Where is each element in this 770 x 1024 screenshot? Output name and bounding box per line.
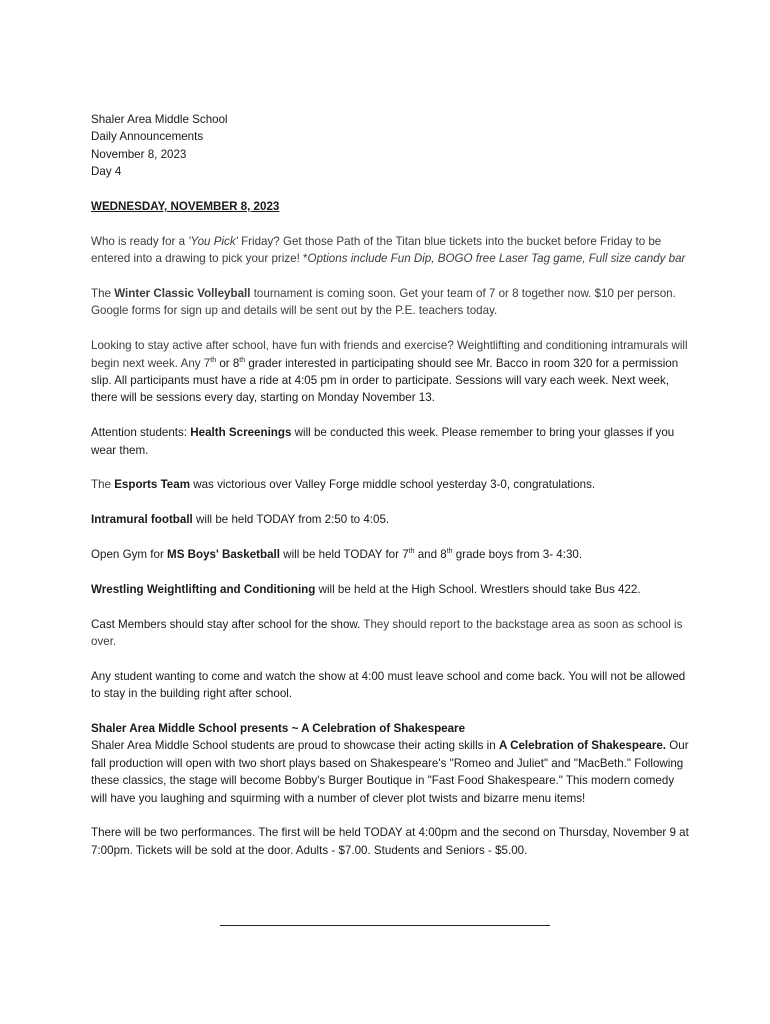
text: The xyxy=(91,478,115,492)
text: They should report to the backstage area as soon as school is over. xyxy=(91,617,683,649)
text: Open Gym for xyxy=(91,548,168,562)
divider-line xyxy=(220,925,550,926)
document-title: Daily Announcements xyxy=(91,130,204,144)
school-day: Day 4 xyxy=(91,165,122,179)
document-date: November 8, 2023 xyxy=(91,147,187,161)
health-screening-announcement xyxy=(91,424,691,459)
football-announcement xyxy=(91,511,691,528)
weightlifting-announcement xyxy=(91,337,691,407)
production-name: A Celebration of Shakespeare. xyxy=(498,739,667,753)
shakespeare-title xyxy=(91,720,691,737)
text: Who is ready for a xyxy=(91,234,189,248)
text: Our fall production will open with two short plays based on Shakespeare's "Romeo and Juliet" and "MacBeth." Following these classics, the stage will become Bobby's Burger Boutique in "Fast Food Shakespeare." This modern comedy will have you laughing and squirming with a number of clever plot twists and bizarre menu items! xyxy=(91,739,689,805)
text: grade boys from 3- 4:30. xyxy=(452,548,583,562)
text: Cast Members should stay after school for the show. xyxy=(91,617,361,631)
text: The xyxy=(91,287,115,301)
text: and 8 xyxy=(414,548,447,562)
shakespeare-heading: Shaler Area Middle School presents ~ A Celebration of Shakespeare xyxy=(91,722,466,736)
text: grader interested in participating should see Mr. Bacco in room 320 for a permission slip. All participants must have a ride at 4:05 pm in order to participate. Sessions will vary each week. Next week, there will be sessions every day, starting on Monday November 13. xyxy=(91,356,679,405)
prize-options: Options include Fun Dip, BOGO free Laser Tag game, Full size candy bar xyxy=(307,252,686,266)
text: Friday? Get those Path of the Titan blue tickets into the bucket before Friday to be entered into a drawing to pick your prize! * xyxy=(91,234,662,266)
superscript: th xyxy=(446,548,453,556)
show-attendance-announcement: Any student wanting to come and watch the show at 4:00 must leave school and come back. You will not be allowed to stay in the building right after school. xyxy=(91,669,686,701)
text: Attention students: xyxy=(91,426,191,440)
performances-announcement: There will be two performances. The first will be held TODAY at 4:00pm and the second on Thursday, November 9 at 7:00pm. Tickets will be sold at the door. Adults - $7.00. Students and Seniors - $5.00. xyxy=(91,826,689,857)
superscript: th xyxy=(239,356,246,364)
text: or 8 xyxy=(216,356,240,370)
date-heading: WEDNESDAY, NOVEMBER 8, 2023 xyxy=(91,200,280,214)
superscript: th xyxy=(210,356,217,364)
text: will be conducted this week. Please remember to bring your glasses if you wear them. xyxy=(91,426,675,457)
cast-members-announcement xyxy=(91,616,691,651)
text: was victorious over Valley Forge middle school yesterday 3-0, congratulations. xyxy=(190,478,596,492)
esports-team-label: Esports Team xyxy=(114,478,191,492)
shakespeare-announcement xyxy=(91,737,691,807)
volleyball-event-name: Winter Classic Volleyball xyxy=(114,287,251,301)
esports-announcement xyxy=(91,476,691,493)
you-pick-term: 'You Pick' xyxy=(188,234,238,248)
school-name: Shaler Area Middle School xyxy=(91,113,228,126)
text: Looking to stay active after school, have fun with friends and exercise? Weightlifting and conditioning intramurals will begin next week. Any 7 xyxy=(91,339,688,370)
ms-boys-basketball-label: MS Boys' Basketball xyxy=(167,548,280,562)
you-pick-announcement xyxy=(91,233,691,268)
text: tournament is coming soon. Get your team of 7 or 8 together now. $10 per person. Google forms for sign up and details will be sent out by the P.E. teachers today. xyxy=(91,287,676,318)
text: Shaler Area Middle School students are proud to showcase their acting skills in xyxy=(91,739,499,753)
basketball-announcement xyxy=(91,546,691,563)
volleyball-announcement xyxy=(91,285,691,320)
wrestling-label: Wrestling Weightlifting and Conditioning xyxy=(91,582,316,596)
announcements-document xyxy=(91,111,691,859)
superscript: th xyxy=(408,548,415,556)
wrestling-announcement xyxy=(91,581,691,598)
intramural-football-label: Intramural football xyxy=(91,513,193,527)
health-screenings-label: Health Screenings xyxy=(190,426,292,440)
text: will be held at the High School. Wrestlers should take Bus 422. xyxy=(315,582,641,596)
text: will be held TODAY for 7 xyxy=(279,548,409,562)
text: will be held TODAY from 2:50 to 4:05. xyxy=(192,513,390,527)
